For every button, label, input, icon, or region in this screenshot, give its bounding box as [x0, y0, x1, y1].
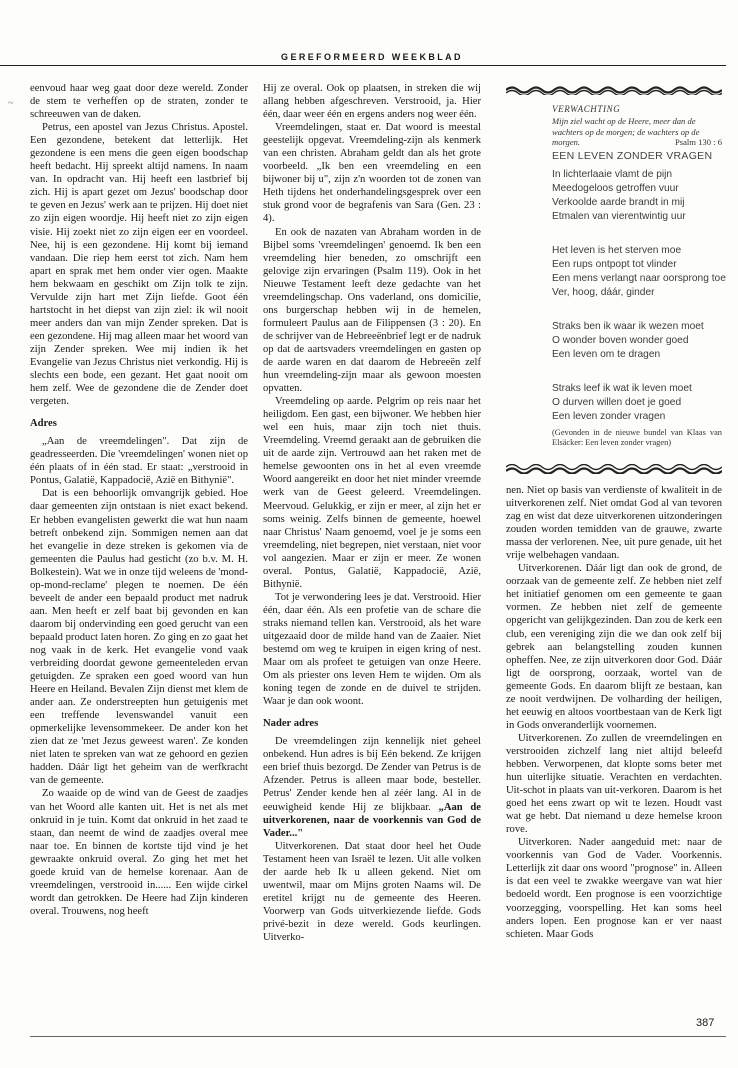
paragraph: En ook de nazaten van Abraham worden in de Bijbel soms 'vreemdelingen' genoemd. Ik ben een vreemdeling hier beneden, zo omschrijft een gelovige zijn ervaringen (Psalm 119). Ook in het Nieuwe Testament leeft deze gedachte van het vreemdelingschap. Ons vaderland, ons domicilie, ons burgerschap hebben wij in de hemelen, formuleert Paulus aan de Filippensen (3 : 20). En de schrijver van de Hebreeënbrief legt er de nadruk op dat de aartsvaders vreemdelingen en gasten op de aarde waren en dat daarom de Hebreeën zelf hun vreemdeling-zijn maar als gewoon moesten opvatten. [263, 226, 481, 395]
running-header [0, 52, 738, 66]
paragraph: Uitverkorenen. Dáár ligt dan ook de grond, de oorzaak van de gemeente zelf. Ze hebben niet zelf het initiatief genomen om een gemeente te gaan vormen. Ze hebben niet zelf de gemeente opgericht van gelijkgezinden. Dan zou de kerk een club, een vereniging zijn die we dan ook zelf bij gebrek aan belangstelling zouden kunnen opheffen. Nee, ze zijn uitverkoren door God. Dáár ligt de oorsprong, oorzaak, wortel van de gemeente Gods. En daarom blijft ze bestaan, kan ze nooit verdwijnen. De volharding der heiligen, het eeuwig en altoos voortbestaan van de Kerk ligt in Gods onveranderlijk voornemen. [506, 563, 722, 731]
paragraph: nen. Niet op basis van verdienste of kwaliteit in de uitverkorenen zelf. Niet omdat God al van tevoren zag en wist dat deze uitverkorenen uitzonderingen zouden worden temidden van de grauwe, zwarte massa der verlorenen. Nee, uit pure genade, uit het vrije welbehagen vandaan. [506, 485, 722, 562]
poem-line: In lichterlaaie vlamt de pijn [552, 169, 673, 180]
stanza-2 [552, 244, 726, 300]
poem-line: O wonder boven wonder goed [552, 335, 689, 347]
paragraph: „Aan de vreemdelingen". Dat zijn de geadresseerden. Die 'vreemdelingen' wonen niet op één plaats of in één stad. Er staat: „verstrooid in Pontus, Galatië, Kappadocië, Azië en Bithynië". [30, 436, 248, 487]
poem-line: Etmalen van vierentwintig uur [552, 211, 686, 223]
poem-line: Straks ben ik waar ik wezen moet [552, 321, 704, 332]
column-3 [506, 484, 722, 941]
paragraph: Dat is een behoorlijk omvangrijk gebied. Hoe daar gemeenten zijn ontstaan is niet exact bekend. Er hebben evangelisten gewerkt die wat hun naam betreft onbekend zijn. Sommigen nemen aan dat het evangelie in deze streken is gekomen via de gemeenten die Paulus had gesticht (zo b.v. M. H. Bolkestein). Wat we in onze tijd weleens de 'mond-op-mond-reclame' plegen te noemen. De één beveelt de ander een bepaald product met nadruk aan. Men heeft er zelf baat bij gevonden en kan daarom bij ondervinding een goed gerucht van een bepaald product laten horen. Zo ging en zo gaat het nog vaak in de kerk. Het evangelie vond vaak verbreiding doordat gewone gemeenteleden ervan getuigden. Ze spraken een goed woord van hun Heere en Heiland. Bevalen Zijn dienst met klem de ander aan. Ze onderstreepten hun getuigenis met een treffende levenswandel vanuit een opmerkelijke levensommekeer. De ander kon het zien dat ze 'met Jezus geweest waren'. Ze konden niet laten te spreken van wat ze gehoord en gezien hadden. Dáár ligt het geheim van de werfkracht van de gemeente. [30, 488, 248, 787]
paragraph: Uitverkorenen. Zo zullen de vreemdelingen en verstrooiden zichzelf lang niet altijd beleefd hebben. Verworpenen, dat klopte soms beter met hun uiterlijke situatie. Verachten en verdachten. Uit-schot in plaats van uit-verkoren. Daarom is het goed het eens zwart op wit te lezen. Houdt vast wat ge hebt. Dat niemand u deze hemelse kroon rove. [506, 732, 722, 836]
journal-title: GEREFORMEERD WEEKBLAD [281, 52, 463, 62]
wave-ornament-bottom [506, 464, 722, 474]
paragraph: Vreemdelingen, staat er. Dat woord is meestal geestelijk opgevat. Vreemdeling-zijn als kenmerk van een christen. Abraham geldt dan als het grote voorbeeld. „Ik ben een vreemdeling en een bijwoner bij u", zijn z'n woorden tot de zonen van Heth tijdens het onderhandelingsgesprek over een stuk grond voor de begrafenis van Sara (Gen. 23 : 4). [263, 122, 481, 225]
poem-line: O durven willen doet je goed [552, 397, 682, 409]
quote-bold: „Aan de uitverkorenen, naar de voorkennis van God de Vader..." [263, 801, 481, 839]
paragraph: Uitverkorenen. Dat staat door heel het Oude Testament heen van Israël te lezen. Uit alle volken der aarde heb Ik u alleen gekend. Niet om uwentwil, maar om Mijns groten Naams wil. De eretitel krijgt nu de gemeente des Heeren. Voorwerp van Gods uitverkiezende liefde. Gods privé-bezit in deze wereld. Gods keurlingen. Uitverko- [263, 840, 481, 943]
poem-line: Een rups ontpopt tot vlinder [552, 259, 677, 271]
paragraph: Hij ze overal. Ook op plaatsen, in streken die wij allang hebben afgeschreven. Verstrooid, ja. Hier één, daar weer één en ergens anders nog weer één. [263, 83, 481, 121]
poem-line: Een mens verlangt naar oorsprong toe [552, 273, 726, 285]
paragraph: eenvoud haar weg gaat door deze wereld. Zonder de stem te verheffen op de straten, zonder te schreeuwen van de daken. [30, 83, 248, 121]
bottom-rule [30, 1036, 726, 1037]
column-2 [263, 82, 481, 944]
section-heading-nader-adres: Nader adres [263, 718, 319, 730]
paragraph: Vreemdeling op aarde. Pelgrim op reis naar het heiligdom. Een gast, een bijwoner. We hebben hier wel een huis, maar zijn toch niet thuis. Vreemdeling. Vreemd geraakt aan de gebruiken die uit de aarde zijn. Vertrouwd aan het raken met de hemelse gewoonten ons in het al even vreemde Woord aangereikt en door het niet minder vreemde werk van de Geest geleerd. Vreemdelingen. Meervoud. Gelukkig, er zijn er meer, al zijn het er soms weinig. Zelfs binnen de gemeente, hoewel naar Christus' Naam genoemd, voel je je soms een vreemdeling, niet begrepen, niet verstaan, niet voor vol aangezien. Maar er zijn er meer. Ze wonen overal. Pontus, Galatië, Kappadocië, Azië, Bithynië. [263, 396, 481, 590]
poem-heading: VERWACHTING [552, 104, 621, 114]
paragraph [263, 735, 481, 839]
column-1 [30, 82, 248, 918]
margin-mark: ~ [8, 98, 14, 109]
paragraph: Tot je verwondering lees je dat. Verstrooid. Hier één, daar één. Als een profetie van de schare die straks niemand tellen kan. Verstrooid, als het ware uitgezaaid door de milde hand van de Zaaier. Niet bestemd om weg te kruipen in eigen kring of nest. Maar om als profeet te getuigen van onze Heere. Om als priester ons leven Hem te wijden. Om als koning tegen de zonde en de duivel te strijden. Waar je dan ook woont. [263, 591, 481, 708]
poem-line: Het leven is het sterven moe [552, 245, 682, 256]
poem-title: EEN LEVEN ZONDER VRAGEN [552, 150, 713, 162]
poem-line: Straks leef ik wat ik leven moet [552, 383, 692, 394]
paragraph: Petrus, een apostel van Jezus Christus. Apostel. Een gezondene, betekent dat letterlijk. Het gezondene is een mens die geen eigen boodschap heeft bedacht. Hij spreekt altijd namens. In naam van. In opdracht van. Hij heeft een lastbrief bij zich. Hij is apart gezet om Jezus' boodschap door te geven en Jezus' werk aan te prijzen. Hij doet niet zo zijn eigen woordje. Hij heeft niet zo zijn eigen visie. Hij zoekt niet zo zijn eigen eer en voordeel. Nee, hij is een gezondene. Hij komt bij iemand vandaan. Die riep hem eerst tot zich. Nam hem apart en sprak met hem onder vier ogen. Maakte hem bekwaam en geschikt om Zijn tolk te zijn. Vervulde zijn hart met Zijn liefde. Goot één hartstocht in het diepst van zijn ziel: ik wil nooit meer anders dan van mijn Zender spreken. Dat is een gezondene. Hij mag alleen maar het woord van zijn Zender spreken. Wee mij indien ik het Evangelie van Jezus Christus niet verkondig. Hij is slechts een bode, een gezant. Het gaat nooit om hem zelf. Wee de gezondene die de Zender doet vergeten. [30, 122, 248, 408]
epigraph-ref: Psalm 130 : 6 [674, 137, 722, 147]
paragraph: Zo waaide op de wind van de Geest de zaadjes van het Woord alle kanten uit. Het is net als met onkruid in je tuin. Komt dat onkruid in het zaad te staan, dan neemt de wind de zaadjes overal mee naar toe. En binnen de kortste tijd vind je het gewraakte onkruid overal. Zo ging het met het goede kruid van de hemelse korenaar. Aan de vreemdelingen, verstrooid in...... Een wijde cirkel wordt dan getrokken. De Heere had Zijn kinderen overal. Trouwens, nog heeft [30, 788, 248, 917]
page-number: 387 [696, 1017, 715, 1029]
header-rule [0, 65, 726, 66]
stanza-3 [552, 320, 722, 362]
paragraph: Uitverkoren. Nader aangeduid met: naar de voorkennis van God de Vader. Voorkennis. Letterlijk zit daar ons woord "prognose" in. Alleen is dat een veel te zwakke weergave van wat hier bedoeld wordt. Een prognose is een voorzichtige voorzegging, voorspelling. Het kan soms heel anders lopen. Een prognose kan er ver naast schieten. Maar Gods [506, 837, 722, 940]
epigraph [552, 116, 722, 148]
poem-line: Een leven zonder vragen [552, 411, 666, 423]
section-heading-adres: Adres [30, 418, 57, 430]
paragraph-text: De vreemdelingen zijn kennelijk niet geheel onbekend. Hun adres is bij Eén bekend. Ze krijgen een brief thuis bezorgd. De Zender van Petrus is de Afzender. Petrus is alleen maar bode, besteller. Petrus' Zender kende hen al zéér lang. Al in de eeuwigheid kende Hij ze blijkbaar. [263, 736, 481, 813]
wave-ornament-top [506, 85, 722, 95]
poem-line: Verkoolde aarde brandt in mij [552, 197, 685, 209]
poem-source: (Gevonden in de nieuwe bundel van Klaas van Elsäcker: Een leven zonder vragen) [552, 428, 722, 447]
poem-line: Ver, hoog, dáár, ginder [552, 287, 655, 299]
poem-line: Een leven om te dragen [552, 349, 661, 361]
stanza-1 [552, 168, 722, 224]
epigraph-text: Mijn ziel wacht op de Heere, meer dan de wachters op de morgen; de wachters op de morgen. [552, 116, 700, 147]
stanza-4 [552, 382, 722, 424]
poem-line: Meedogeloos getroffen vuur [552, 183, 679, 195]
